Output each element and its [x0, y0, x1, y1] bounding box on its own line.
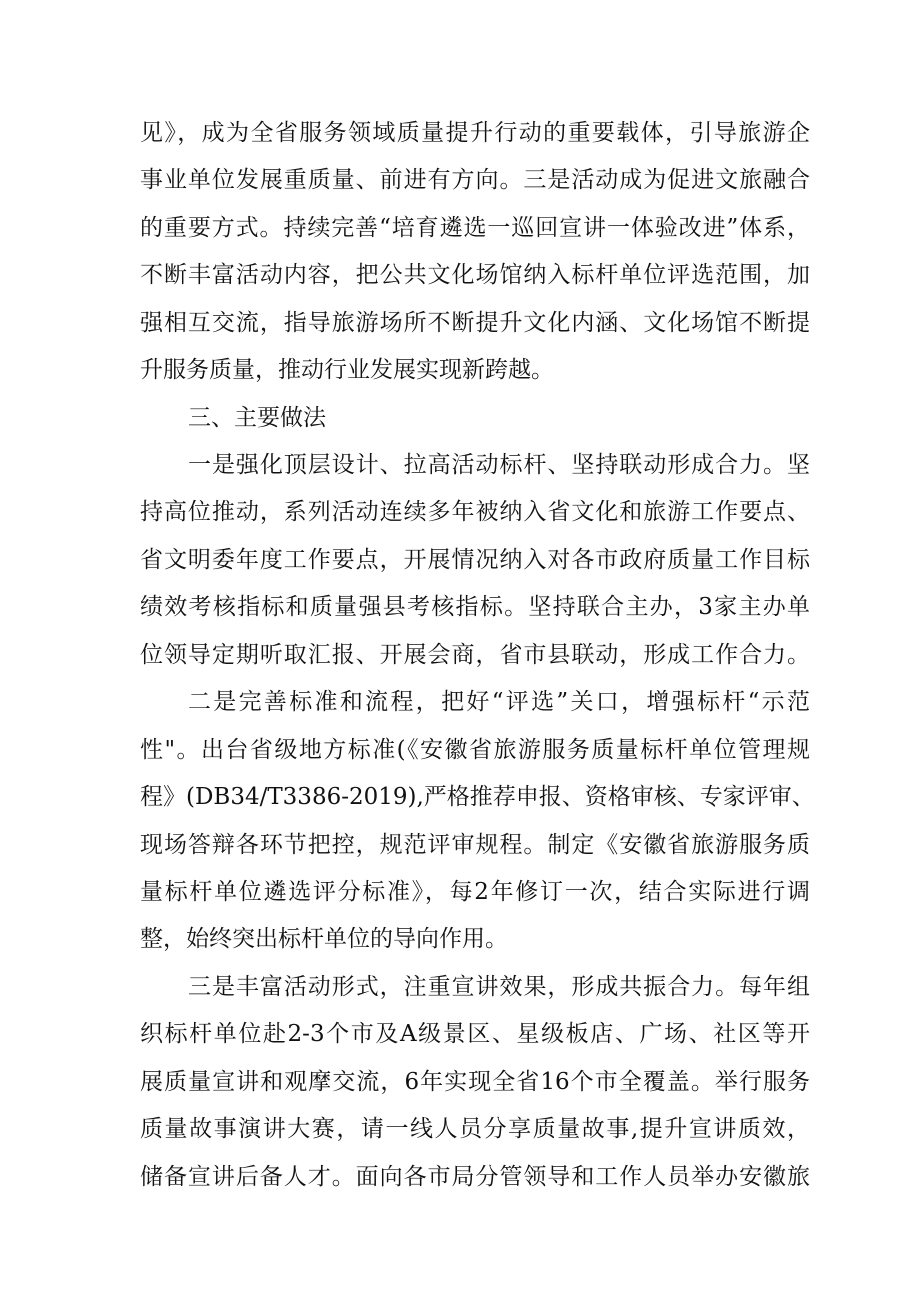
text-line: 质量故事演讲大赛，请一线人员分享质量故事,提升宣讲质效， — [140, 1116, 810, 1142]
text-line: 不断丰富活动内容，把公共文化场馆纳入标杆单位评选范围，加 — [140, 262, 810, 288]
text-line: 事业单位发展重质量、前进有方向。三是活动成为促进文旅融合 — [140, 167, 810, 193]
text-line: 性"。出台省级地方标准(《安徽省旅游服务质量标杆单位管理规 — [140, 737, 810, 763]
text-line: 量标杆单位遴选评分标准》，每2年修订一次，结合实际进行调 — [140, 879, 810, 905]
text-line: 织标杆单位赴2-3个市及A级景区、星级板店、广场、社区等开 — [140, 1021, 810, 1047]
text-line: 绩效考核指标和质量强县考核指标。坚持联合主办，3家主办单 — [140, 594, 810, 620]
text-line: 强相互交流，指导旅游场所不断提升文化内涵、文化场馆不断提 — [140, 310, 810, 336]
paragraph-first-line: 一是强化顶层设计、拉高活动标杆、坚持联动形成合力。坚 — [188, 452, 810, 478]
text-line: 整，始终突出标杆单位的导向作用。 — [140, 926, 508, 952]
text-line: 见》，成为全省服务领域质量提升行动的重要载体，引导旅游企 — [140, 120, 810, 146]
text-line: 升服务质量，推动行业发展实现新跨越。 — [140, 357, 554, 383]
paragraph-first-line: 二是完善标准和流程，把好“评选”关口，增强标杆“示范 — [188, 689, 810, 715]
paragraph-first-line: 三是丰富活动形式，注重宣讲效果，形成共振合力。每年组 — [188, 974, 810, 1000]
text-line: 位领导定期听取汇报、开展会商，省市县联动，形成工作合力。 — [140, 642, 810, 668]
text-line: 程》(DB34/T3386-2019),严格推荐申报、资格审核、专家评审、 — [140, 784, 815, 810]
text-line: 省文明委年度工作要点，开展情况纳入对各市政府质量工作目标 — [140, 547, 810, 573]
text-line: 展质量宣讲和观摩交流，6年实现全省16个市全覆盖。举行服务 — [140, 1069, 810, 1095]
text-line: 的重要方式。持续完善“培育遴选一巡回宣讲一体验改进”体系， — [140, 215, 810, 241]
section-heading: 三、主要做法 — [188, 405, 326, 431]
text-line: 储备宣讲后备人才。面向各市局分管领导和工作人员举办安徽旅 — [140, 1164, 810, 1190]
text-line: 现场答辩各环节把控，规范评审规程。制定《安徽省旅游服务质 — [140, 832, 810, 858]
text-line: 持高位推动，系列活动连续多年被纳入省文化和旅游工作要点、 — [140, 499, 810, 525]
